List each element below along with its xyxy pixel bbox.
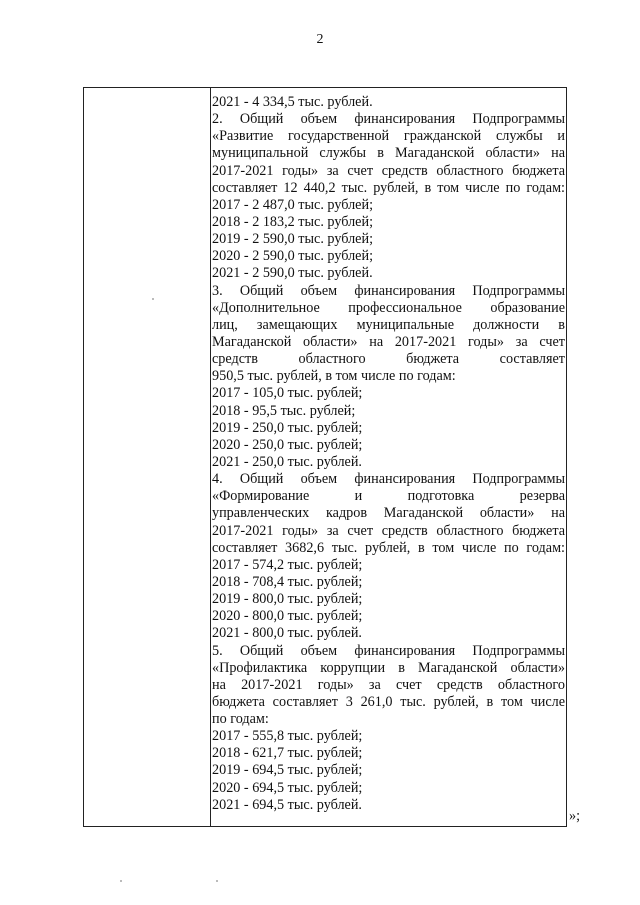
text-line: составляет 12 440,2 тыс. рублей, в том числе по годам: [212, 179, 565, 196]
text-line: 2017-2021 годы» за счет средств областного бюджета [212, 522, 565, 539]
scan-artifact [152, 298, 154, 300]
text-line: 950,5 тыс. рублей, в том числе по годам: [212, 368, 456, 385]
text-line: 2021 - 250,0 тыс. рублей. [212, 453, 362, 470]
text-line: 2018 - 708,4 тыс. рублей; [212, 573, 363, 590]
text-line: 2017 - 2 487,0 тыс. рублей; [212, 196, 374, 213]
text-line: 2. Общий объем финансирования Подпрограммы [212, 111, 565, 128]
page-number: 2 [316, 32, 324, 47]
text-line: муниципальной службы в Магаданской области» на [212, 145, 565, 162]
scan-artifact [216, 880, 218, 882]
text-line: 2021 - 4 334,5 тыс. рублей. [212, 94, 373, 110]
text-line: 2019 - 694,5 тыс. рублей; [212, 762, 363, 779]
text-line: 2020 - 2 590,0 тыс. рублей; [212, 248, 374, 265]
text-line: 2019 - 800,0 тыс. рублей; [212, 591, 363, 608]
text-line: бюджета составляет 3 261,0 тыс. рублей, в том числе [212, 693, 565, 710]
text-line: 2021 - 2 590,0 тыс. рублей. [212, 265, 373, 282]
table-left-cell [84, 88, 211, 826]
text-line: на 2017-2021 годы» за счет средств областного [212, 676, 565, 693]
text-line: по годам: [212, 711, 269, 728]
text-line: управленческих кадров Магаданской области» на [212, 505, 565, 522]
closing-quote-mark: »; [569, 808, 581, 824]
text-line: 2018 - 95,5 тыс. рублей; [212, 402, 356, 419]
text-line: 2021 - 800,0 тыс. рублей. [212, 625, 362, 642]
text-line: 4. Общий объем финансирования Подпрограммы [212, 471, 565, 488]
text-line: 2019 - 250,0 тыс. рублей; [212, 419, 363, 436]
text-line: 2020 - 250,0 тыс. рублей; [212, 436, 363, 453]
text-line: «Формирование и подготовка резерва [212, 488, 565, 505]
text-line: составляет 3682,6 тыс. рублей, в том числе по годам: [212, 539, 565, 556]
text-line: Магаданской области» на 2017-2021 годы» за счет [212, 333, 565, 350]
text-line: 2017 - 105,0 тыс. рублей; [212, 385, 363, 402]
text-line: 5. Общий объем финансирования Подпрограммы [212, 642, 565, 659]
text-line: 2019 - 2 590,0 тыс. рублей; [212, 231, 374, 248]
text-line: средств областного бюджета составляет [212, 351, 565, 368]
text-line: 2017 - 555,8 тыс. рублей; [212, 728, 363, 745]
text-line: 2017 - 574,2 тыс. рублей; [212, 556, 363, 573]
table-right-cell [212, 94, 565, 814]
text-line: 2018 - 621,7 тыс. рублей; [212, 745, 363, 762]
text-line: 3. Общий объем финансирования Подпрограммы [212, 282, 565, 299]
text-line: 2017-2021 годы» за счет средств областного бюджета [212, 162, 565, 179]
text-line: «Дополнительное профессиональное образование [212, 299, 565, 316]
text-line: 2020 - 694,5 тыс. рублей; [212, 779, 363, 796]
text-line: 2020 - 800,0 тыс. рублей; [212, 608, 363, 625]
text-line: 2021 - 694,5 тыс. рублей. [212, 796, 362, 813]
funding-table [83, 87, 567, 827]
text-line: 2018 - 2 183,2 тыс. рублей; [212, 213, 374, 230]
scan-artifact [120, 880, 122, 882]
text-line: «Развитие государственной гражданской службы и [212, 128, 565, 145]
text-line: «Профилактика коррупции в Магаданской области» [212, 659, 565, 676]
text-line: лиц, замещающих муниципальные должности в [212, 316, 565, 333]
